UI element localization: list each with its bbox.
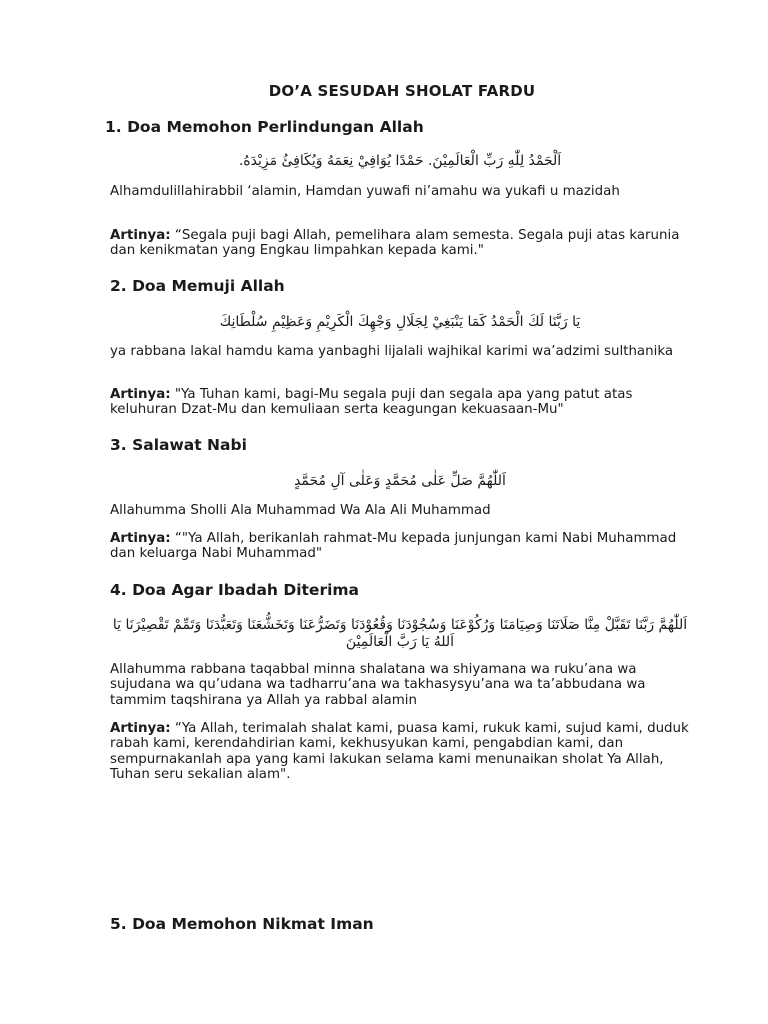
section-1-latin: Alhamdulillahirabbil ‘alamin, Hamdan yuwafi ni’amahu wa yukafi u mazidah xyxy=(110,184,620,199)
section-3-meaning xyxy=(110,531,700,562)
artinya-label: Artinya: xyxy=(110,721,171,736)
section-1-meaning-text: “Segala puji bagi Allah, pemelihara alam semesta. Segala puji atas karunia dan kenikmatan yang Engkau limpahkan kepada kami." xyxy=(110,228,680,259)
artinya-label: Artinya: xyxy=(110,531,171,546)
section-1-meaning xyxy=(110,228,700,259)
section-2-latin: ya rabbana lakal hamdu kama yanbaghi lijalali wajhikal karimi wa’adzimi sulthanika xyxy=(110,344,674,359)
section-5-heading: 5. Doa Memohon Nikmat Iman xyxy=(110,915,374,933)
section-3-arabic: اَللّٰهُمَّ صَلِّ عَلٰى مُحَمَّدٍ وَعَلٰى آلِ مُحَمَّدٍ xyxy=(294,473,506,489)
artinya-label: Artinya: xyxy=(110,387,171,402)
section-2-heading: 2. Doa Memuji Allah xyxy=(110,277,285,295)
section-2-meaning xyxy=(110,387,700,418)
section-2-meaning-text: "Ya Tuhan kami, bagi-Mu segala puji dan segala apa yang patut atas keluhuran Dzat-Mu dan kemuliaan serta keagungan kekuasaan-Mu" xyxy=(110,387,633,418)
section-4-arabic: اَللّٰهُمَّ رَبَّنَا تَقَبَّلْ مِنَّا صَلَاتَنَا وَصِيَامَنَا وَرُكُوْعَنَا وَسُجُوْدَنَا وَقُعُوْدَنَا وَتَضَرُّعَنَا وَتَخَشُّعَنَا وَتَعَبُّدَنَا وَتَمِّمْ تَقْصِيْرَنَا يَا اَللهُ يَا رَبَّ الْعَالَمِيْنَ xyxy=(112,617,688,650)
section-1-arabic: اَلْحَمْدُ لِلّٰهِ رَبِّ الْعَالَمِيْنَ. حَمْدًا يُوَافِيْ نِعَمَهُ وَيُكَافِئُ مَزِيْدَهُ. xyxy=(238,153,562,169)
section-3-meaning-text: “"Ya Allah, berikanlah rahmat-Mu kepada junjungan kami Nabi Muhammad dan keluarga Nabi Muhammad" xyxy=(110,531,677,562)
section-3-latin: Allahumma Sholli Ala Muhammad Wa Ala Ali Muhammad xyxy=(110,503,491,518)
page-title: DO’A SESUDAH SHOLAT FARDU xyxy=(268,82,536,100)
artinya-label: Artinya: xyxy=(110,228,171,243)
section-2-arabic: يَا رَبَّنَا لَكَ الْحَمْدُ كَمَا يَنْبَغِيْ لِجَلَالِ وَجْهِكَ الْكَرِيْمِ وَعَظِيْمِ سُلْطَانِكَ xyxy=(219,314,581,330)
section-1-heading: 1. Doa Memohon Perlindungan Allah xyxy=(105,118,424,136)
section-3-heading: 3. Salawat Nabi xyxy=(110,436,247,454)
section-4-heading: 4. Doa Agar Ibadah Diterima xyxy=(110,581,360,599)
section-4-latin: Allahumma rabbana taqabbal minna shalatana wa shiyamana wa ruku’ana wa sujudana wa qu’udana wa tadharru’ana wa takhasysyu’ana wa ta’abbudana wa tammim taqshirana ya Allah ya rabbal alamin xyxy=(110,662,646,708)
section-4-meaning-text: “Ya Allah, terimalah shalat kami, puasa kami, rukuk kami, sujud kami, duduk rabah kami, kerendahdirian kami, kekhusyukan kami, pengabdian kami, dan sempurnakanlah apa yang kami lakukan selama kami menunaikan sholat Ya Allah, Tuhan seru sekalian alam". xyxy=(110,721,689,782)
section-4-meaning xyxy=(110,721,700,782)
